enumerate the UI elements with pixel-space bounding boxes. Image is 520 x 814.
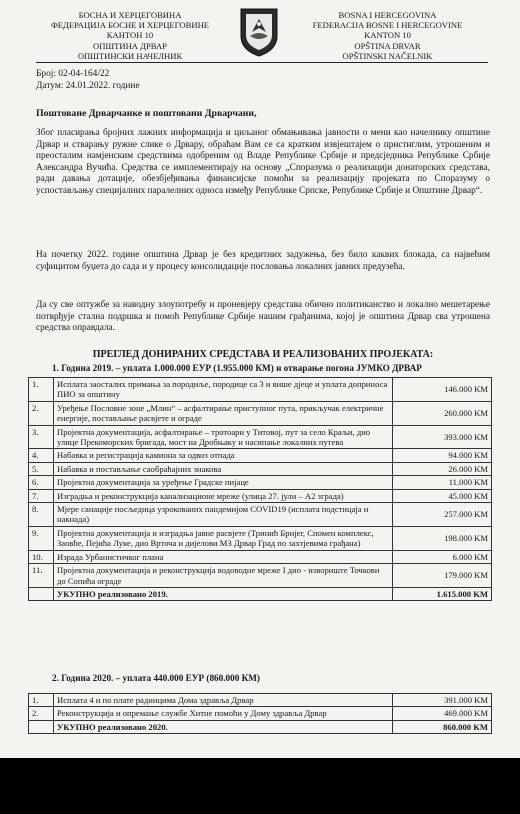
header-left-line: ОПШТИНСКИ НАЧЕЛНИК [77,50,183,61]
row-description-cell: Пројектна документација за уређење Градске пијаце [54,476,393,489]
table-row [29,425,492,449]
overview-title: ПРЕГЛЕД ДОНИРАНИХ СРЕДСТАВА И РЕАЛИЗОВАНИХ ПРОЈЕКАТА: [92,349,434,360]
row-number-cell: 9. [29,526,54,550]
row-amount-cell: 26.000 KM [393,462,492,475]
row-number-cell: 2. [29,401,54,425]
row-amount-cell: 260.000 KM [393,401,492,425]
total-empty-cell [29,720,54,733]
row-description-cell: Набавка и постављање саобраћајних знакова [54,462,393,475]
row-amount-cell: 94.000 KM [393,449,492,462]
header-right-line: KANTON 10 [364,30,411,41]
paragraph-support: Да су све оптужбе за наводну злоупотребу и проневјеру средстава обично политиканство и локално мешетарење потврђује стална подршка и помоћ Републике Србије нашим грађанима, којој је општина Дрвар сва утрошена средства оправдала. [36,300,490,334]
salutation: Поштоване Дрварчанке и поштовани Дрварчани, [36,108,257,119]
row-number-cell: 11. [29,564,54,588]
table-row [29,489,492,502]
row-number-cell: 8. [29,503,54,527]
row-amount-cell: 391.000 KM [393,694,492,707]
total-label-cell: УКУПНО реализовано 2019. [54,587,393,600]
row-description-cell: Мјере санације посљедица узрокованих пандемијом COVID19 (исплата подстицаја и накнада) [54,503,393,527]
table-row [29,550,492,563]
total-amount-cell: 1.615.000 KM [393,587,492,600]
row-description-cell: Израда Урбанистичког плана [54,550,393,563]
row-amount-cell: 11.000 KM [393,476,492,489]
total-row [29,587,492,600]
row-amount-cell: 6.000 KM [393,550,492,563]
document-date: Датум: 24.01.2022. године [36,81,140,91]
header-left [30,10,230,61]
table-row [29,449,492,462]
municipality-emblem-icon [238,6,280,58]
row-amount-cell: 146.000 KM [393,378,492,402]
row-number-cell: 5. [29,462,54,475]
table-row [29,401,492,425]
table-2020-body [29,694,492,734]
document-meta [36,68,140,92]
row-amount-cell: 179.000 KM [393,564,492,588]
row-description-cell: Изградња и реконструкција канализационе мреже (улица 27. јули – А2 зграда) [54,489,393,502]
table-2019 [28,377,492,601]
table-row [29,564,492,588]
row-number-cell: 6. [29,476,54,489]
row-description-cell: Исплата 4 и по плате радницима Дома здравља Дрвар [54,694,393,707]
header-left-line: БОСНА И ХЕРЦЕГОВИНА [78,10,182,20]
row-amount-cell: 393.000 KM [393,425,492,449]
table-row [29,476,492,489]
table-row [29,462,492,475]
header-right-line: OPŠTINA DRVAR [354,40,421,51]
row-number-cell: 2. [29,707,54,720]
table-row [29,707,492,720]
row-number-cell: 1. [29,378,54,402]
section-2020-heading: 2. Година 2020. – уплата 440.000 ЕУР (860.000 КМ) [52,673,260,683]
table-row [29,526,492,550]
header-divider [36,62,488,63]
row-number-cell: 3. [29,425,54,449]
header-right-line: OPŠTINSKI NAČELNIK [342,50,433,61]
paragraph-status: На почетку 2022. године општина Дрвар је без кредитних задужења, без било каквих блокада, са највећим суфицитом буџета до сада и у процесу консолидације пословања локалних јавних предузећа. [36,250,490,272]
row-description-cell: Пројектна документација и изградња јавне расвјете (Тринић Бријег, Спомен комплекс, Заовће, Пејића Луке, дио Врточа и дијелови МЗ Дрвар Град по захтјевима грађана) [54,526,393,550]
header-right-line: BOSNA I HERCEGOVINA [338,10,437,20]
table-2019-body [29,378,492,601]
total-label-cell: УКУПНО реализовано 2020. [54,720,393,733]
row-amount-cell: 45.000 KM [393,489,492,502]
row-number-cell: 10. [29,550,54,563]
row-amount-cell: 257.000 KM [393,503,492,527]
section-2019-heading: 1. Година 2019. – уплата 1.000.000 ЕУР (1.955.000 КМ) и отварање погона ЈУМКО ДРВАР [52,363,422,373]
paragraph-intro: Због пласирања бројних лажних информација и циљаног обмањивања јавности о мени као начелнику општине Дрвар и стварању ружне слике о Дрвару, обраћам Вам се са кратким извјештајем о пристиглим, утрошеним и преосталим намјенским средствима одобреним од Владе Републике Србије и предсједника Републике Србије Александра Вучића. Средства се имплементирају на основу „Споразума о реализацији донаторских средстава, ради давања дотације, обезбјеђивања финансијске помоћи за реализацију пројеката по Споразуму о успостављању специјалних паралелних односа између Републике Српске, Републике Србије и Општине Дрвар“. [36,128,490,196]
document-number: Број: 02-04-164/22 [36,69,110,79]
table-row [29,378,492,402]
header-left-line: ОПШТИНА ДРВАР [93,40,167,51]
total-empty-cell [29,587,54,600]
row-description-cell: Пројектна документација, асфалтирање – тротоари у Титовој, пут за село Краљи, дио улице Прекоморских бригада, мост на Дробњаку и насипање локалних путева [54,425,393,449]
row-description-cell: Реконструкција и опремање службе Хитне помоћи у Дому здравља Дрвар [54,707,393,720]
table-row [29,694,492,707]
row-description-cell: Пројектна документација и реконструкција водоводне мреже I дио - извориште Точкови до Сопића ограде [54,564,393,588]
row-description-cell: Исплата заосталих примања за породиље, породице са 3 и више дјеце и уплата доприноса ПИО за општину [54,378,393,402]
row-number-cell: 7. [29,489,54,502]
row-description-cell: Уређење Пословне зоне „Млин“ – асфалтирање приступног пута, прикључак електричне енергије, постављање расвјете и ограде [54,401,393,425]
total-row [29,720,492,733]
row-number-cell: 4. [29,449,54,462]
row-number-cell: 1. [29,694,54,707]
row-amount-cell: 198.000 KM [393,526,492,550]
table-row [29,503,492,527]
row-amount-cell: 469.000 KM [393,707,492,720]
total-amount-cell: 860.000 KM [393,720,492,733]
table-2020 [28,693,492,734]
header-left-line: ФЕДЕРАЦИЈА БОСНЕ И ХЕРЦЕГОВИНЕ [50,20,210,31]
header-left-line: КАНТОН 10 [106,30,154,41]
row-description-cell: Набавка и регистрација камиона за одвоз отпада [54,449,393,462]
header-right-line: FEDERACIJA BOSNE I HERCEGOVINE [312,20,463,31]
header-right [290,10,485,61]
